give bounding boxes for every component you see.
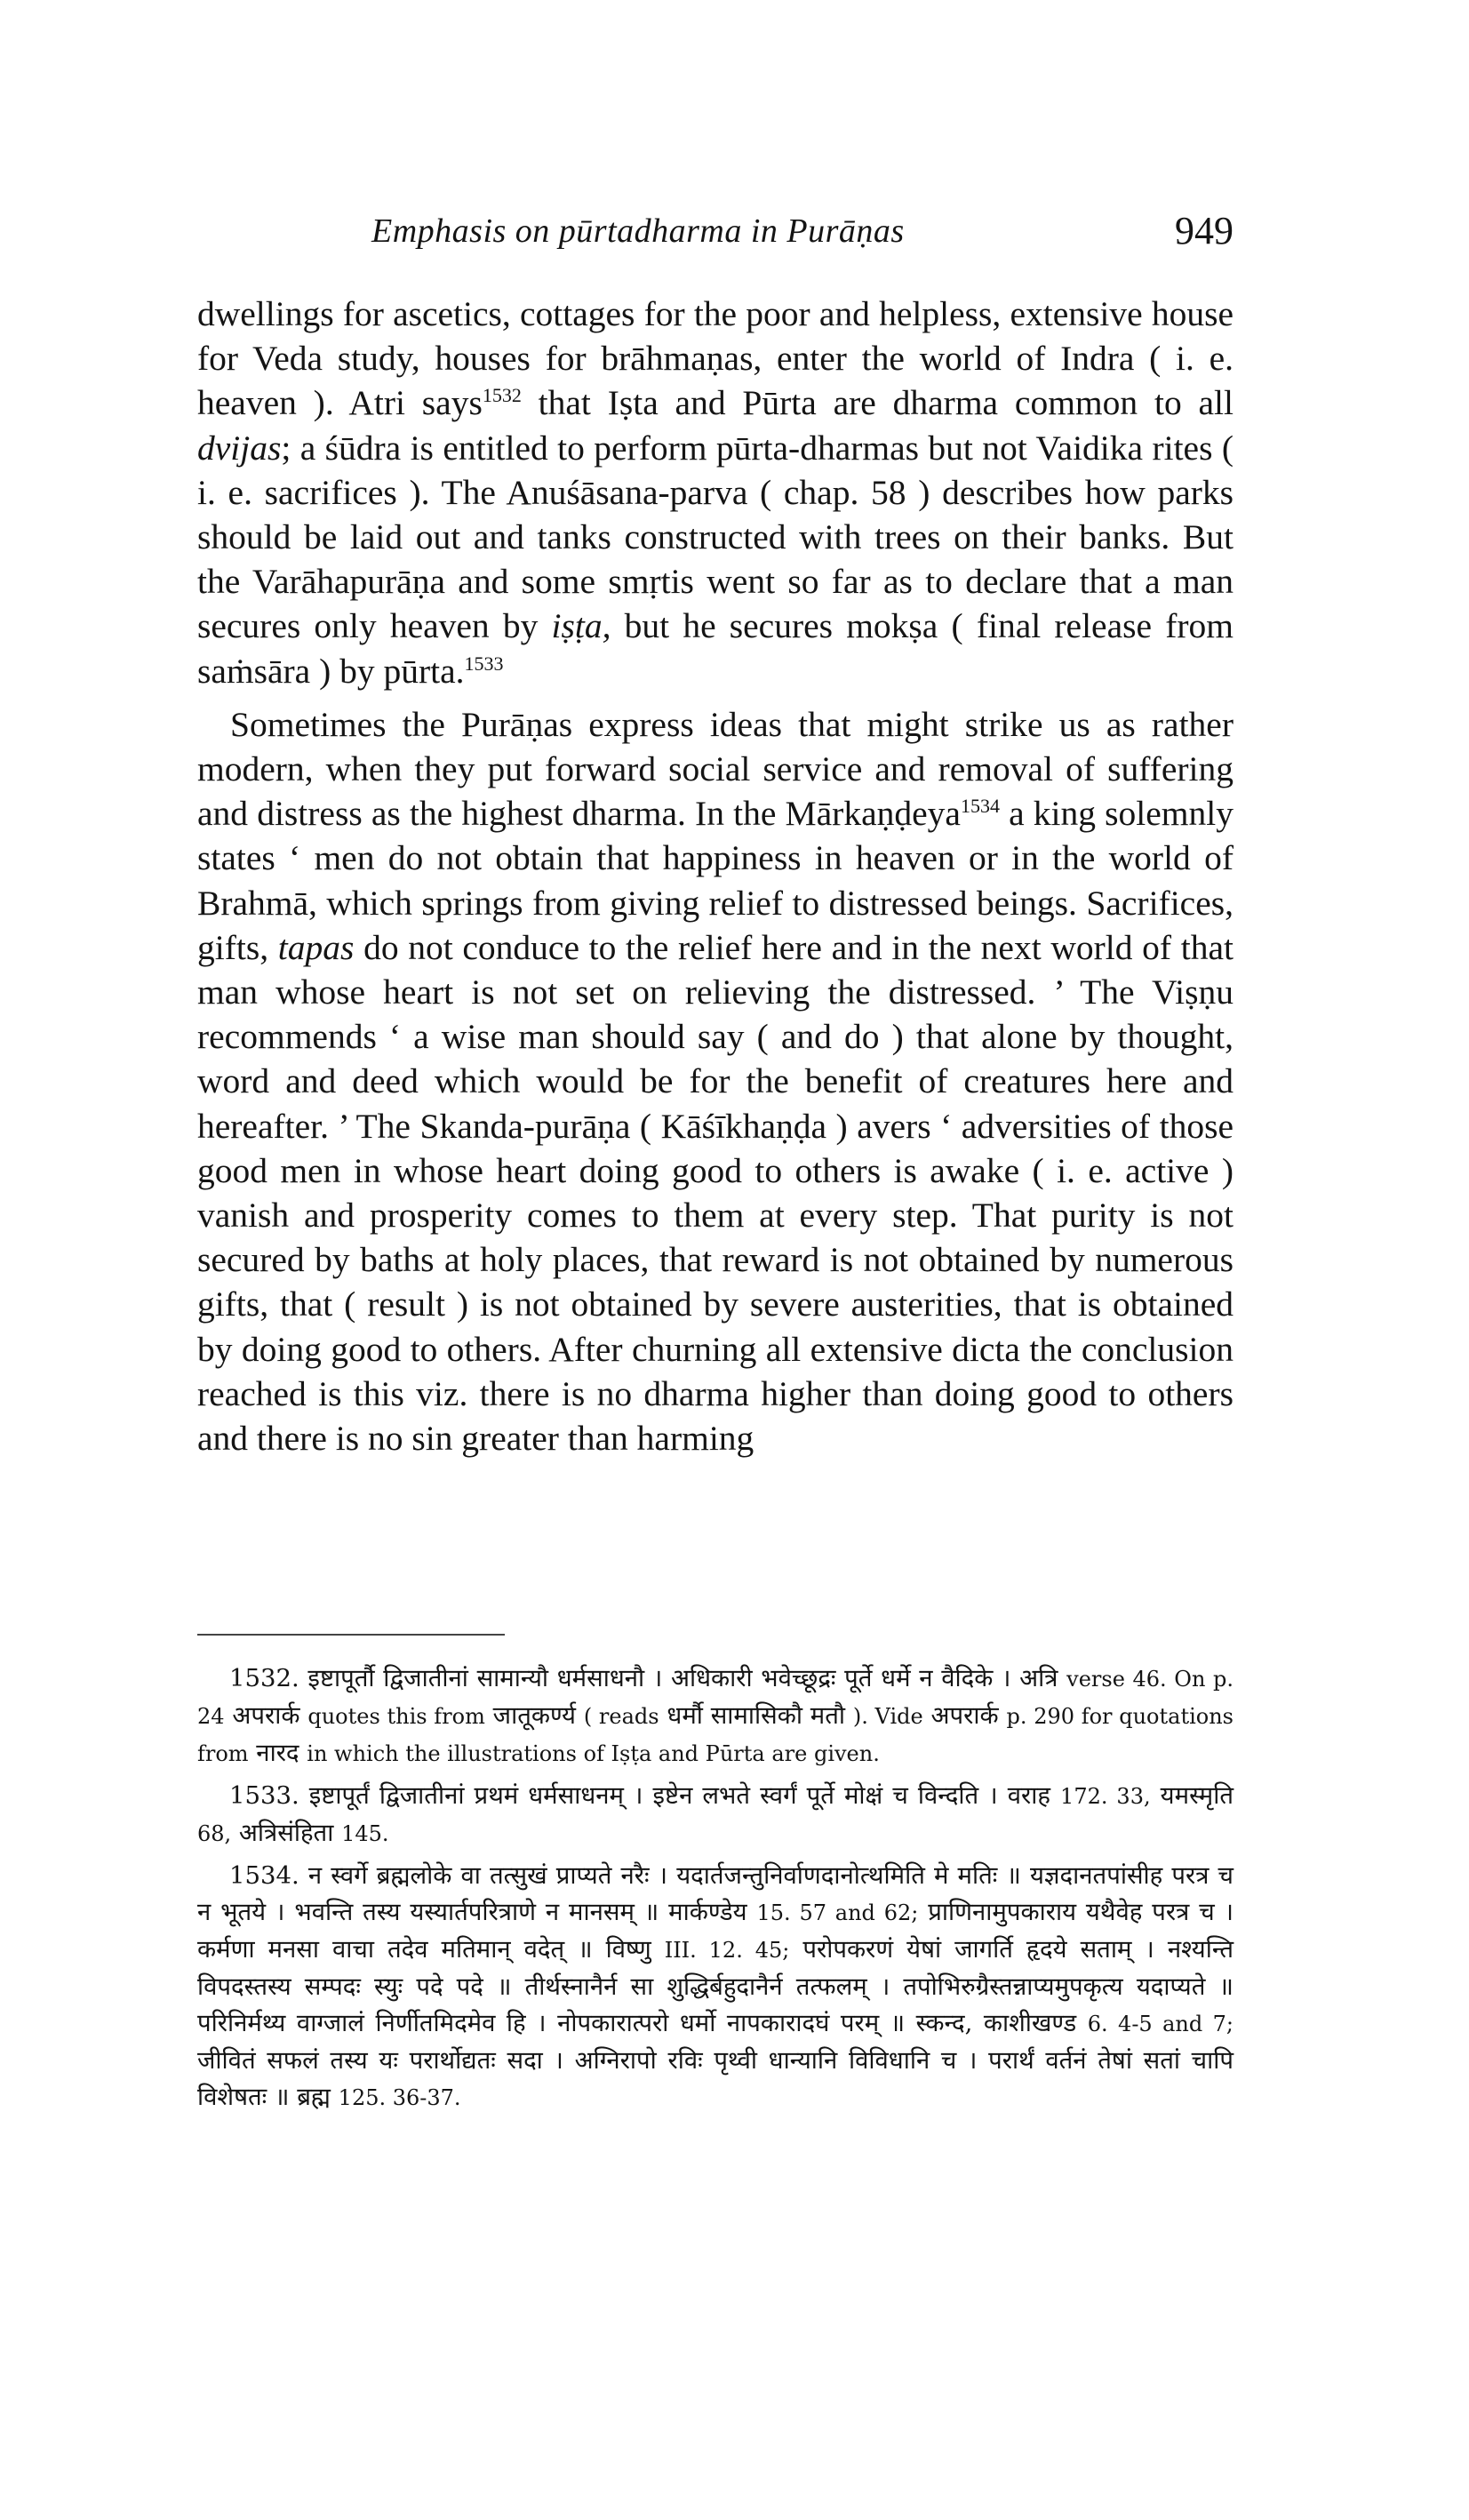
footnote-sanskrit: अपरार्क [224, 1701, 308, 1730]
paragraph-1-text: that Iṣta and Pūrta are dharma common to all [521, 383, 1233, 423]
footnote-text: 68, [197, 1821, 232, 1846]
footnote-sanskrit: धर्मौ सामासिकौ मतौ [659, 1701, 853, 1730]
footnote-sanskrit: इष्टापूर्तौ द्विजातीनां सामान्यौ धर्मसाधनौ । अधिकारी भवेच्छूद्रः पूर्ते धर्मे न वैदिके । अत्रि [299, 1664, 1067, 1692]
italic-term: tapas [277, 927, 355, 967]
paragraph-2-text: do not conduce to the relief here and in the next world of that man whose heart is not set on relieving the distressed. ’ The Viṣṇu recommends ‘ a wise man should say ( and do ) that alone by thought, word and deed which would be for the benefit of creatures here and hereafter. ’ The Skanda-purāṇa ( Kāśīkhaṇḍa ) avers ‘ adversities of those good men in whose heart doing good to others is awake ( i. e. active ) vanish and prosperity comes to them at every step. That purity is not secured by baths at holy places, that reward is not obtained by numerous gifts, that ( result ) is not obtained by severe austerities, that is obtained by doing good to others. After churning all extensive dicta the conclusion reached is this viz. there is no dharma higher than doing good to others and there is no sin greater than harming [197, 927, 1233, 1459]
footnote-text: 125. 36-37. [338, 2085, 461, 2110]
footnote-text: verse 46. On p. 24 [197, 1667, 1233, 1729]
footnote-sanskrit: इष्टापूर्तं द्विजातीनां प्रथमं धर्मसाधनम् । इष्टेन लभते स्वर्गं पूर्ते मोक्षं च विन्दति । वराह [299, 1781, 1061, 1810]
paragraph-2-text: a king solemnly states ‘ men do not obtain that happiness in heaven or in the world of Brahmā, which springs from giving relief to distressed beings. Sacrifices, gifts, [197, 794, 1233, 967]
italic-term: iṣṭa, [551, 606, 611, 646]
footnote-text: 145. [341, 1821, 389, 1846]
paragraph-1 [197, 292, 1233, 693]
footnote-number: 1532. [229, 1664, 299, 1692]
footnote-divider [197, 1634, 505, 1636]
footnote-text: p. 290 for quotations from [197, 1704, 1233, 1766]
footnote-sanskrit: नारद [248, 1739, 307, 1767]
footnote-text: ). Vide [852, 1704, 923, 1729]
footnote-text: quotes this from [307, 1704, 485, 1729]
footnote-sanskrit: यमस्मृति [1150, 1781, 1234, 1810]
footnote-sanskrit: अपरार्क [922, 1701, 1007, 1730]
footnote-ref-1533: 1533 [464, 652, 504, 675]
footnote-text: in which the illustrations of Iṣṭa and Pūrta are given. [307, 1741, 880, 1766]
footnote-ref-1534: 1534 [960, 795, 1000, 818]
footnote-text: 172. 33, [1060, 1784, 1151, 1809]
footnote-text: 6. 4-5 and 7; [1087, 2012, 1233, 2036]
footnote-1534 [197, 1858, 1233, 2116]
footnote-1532 [197, 1660, 1233, 1772]
footnote-text: ( reads [583, 1704, 659, 1729]
paragraph-1-text: ; a śūdra is entitled to perform pūrta-dharmas but not Vaidika rites ( i. e. sacrifices ). The Anuśāsana-parva ( chap. 58 ) describes how parks should be laid out and tanks constructed with trees on their banks. But the Varāhapurāṇa and some smṛtis went so far as to declare that a man secures only heaven by [197, 428, 1233, 646]
footnote-sanskrit: जीवितं सफलं तस्य यः परार्थोद्यतः सदा । अग्निरापो रविः पृथ्वी धान्यानि विविधानि च । परार्थं वर्तनं तेषां सतां चापि विशेषतः ॥ ब्रह्म [197, 2046, 1233, 2111]
footnote-text: III. 12. 45; [664, 1938, 790, 1963]
body-text [197, 292, 1233, 1460]
paragraph-2 [197, 702, 1233, 1460]
footnote-sanskrit: परोपकरणं येषां जागर्ति हृदये सताम् । नश्यन्ति विपदस्तस्य सम्पदः स्युः पदे पदे ॥ तीर्थस्नानैर्न सा शुद्धिर्बहुदानैर्न तत्फलम् । तपोभिरुग्रैस्तन्नाप्यमुपकृत्य यदाप्यते ॥ परिनिर्मथ्य वाग्जालं निर्णीतमिदमेव हि । नोपकारात्परो धर्मो नापकारादघं परम् ॥ स्कन्द, काशीखण्ड [197, 1935, 1233, 2037]
footnote-number: 1534. [229, 1861, 299, 1890]
italic-term: dvijas [197, 428, 282, 468]
paragraph-2-text: Sometimes the Purāṇas express ideas that might strike us as rather modern, when they put forward social service and removal of suffering and distress as the highest dharma. In the Mārkaṇḍeya [197, 704, 1233, 834]
footnote-sanskrit: जातूकर्ण्य [484, 1701, 584, 1730]
footnote-text: 15. 57 and 62; [756, 1900, 919, 1925]
footnotes [197, 1660, 1233, 2116]
running-title: Emphasis on pūrtadharma in Purāṇas [371, 212, 905, 250]
footnote-sanskrit: अत्रिसंहिता [231, 1819, 342, 1847]
running-head [203, 206, 1233, 260]
page-number: 949 [1175, 209, 1233, 252]
footnote-sanskrit: न स्वर्गे ब्रह्मलोके वा तत्सुखं प्राप्यते नरैः । यदार्तजन्तुनिर्वाणदानोत्थमिति मे मतिः ॥ यज्ञदानतपांसीह परत्र च न भूतये । भवन्ति तस्य यस्यार्तपरित्राणे न मानसम् ॥ मार्कण्डेय [197, 1861, 1233, 1926]
paragraph-1-text: but he secures mokṣa ( final release from saṁsāra ) by pūrta. [197, 606, 1233, 691]
footnote-number: 1533. [229, 1781, 299, 1810]
footnote-1533 [197, 1778, 1233, 1852]
footnote-sanskrit: प्राणिनामुपकाराय यथैवेह परत्र च । कर्मणा मनसा वाचा तदेव मतिमान् वदेत् ॥ विष्णु [197, 1898, 1233, 1964]
footnote-ref-1532: 1532 [482, 384, 522, 407]
paragraph-1-text: dwellings for ascetics, cottages for the poor and helpless, extensive house for Veda study, houses for brāhmaṇas, enter the world of Indra ( i. e. heaven ). Atri says [197, 294, 1233, 423]
